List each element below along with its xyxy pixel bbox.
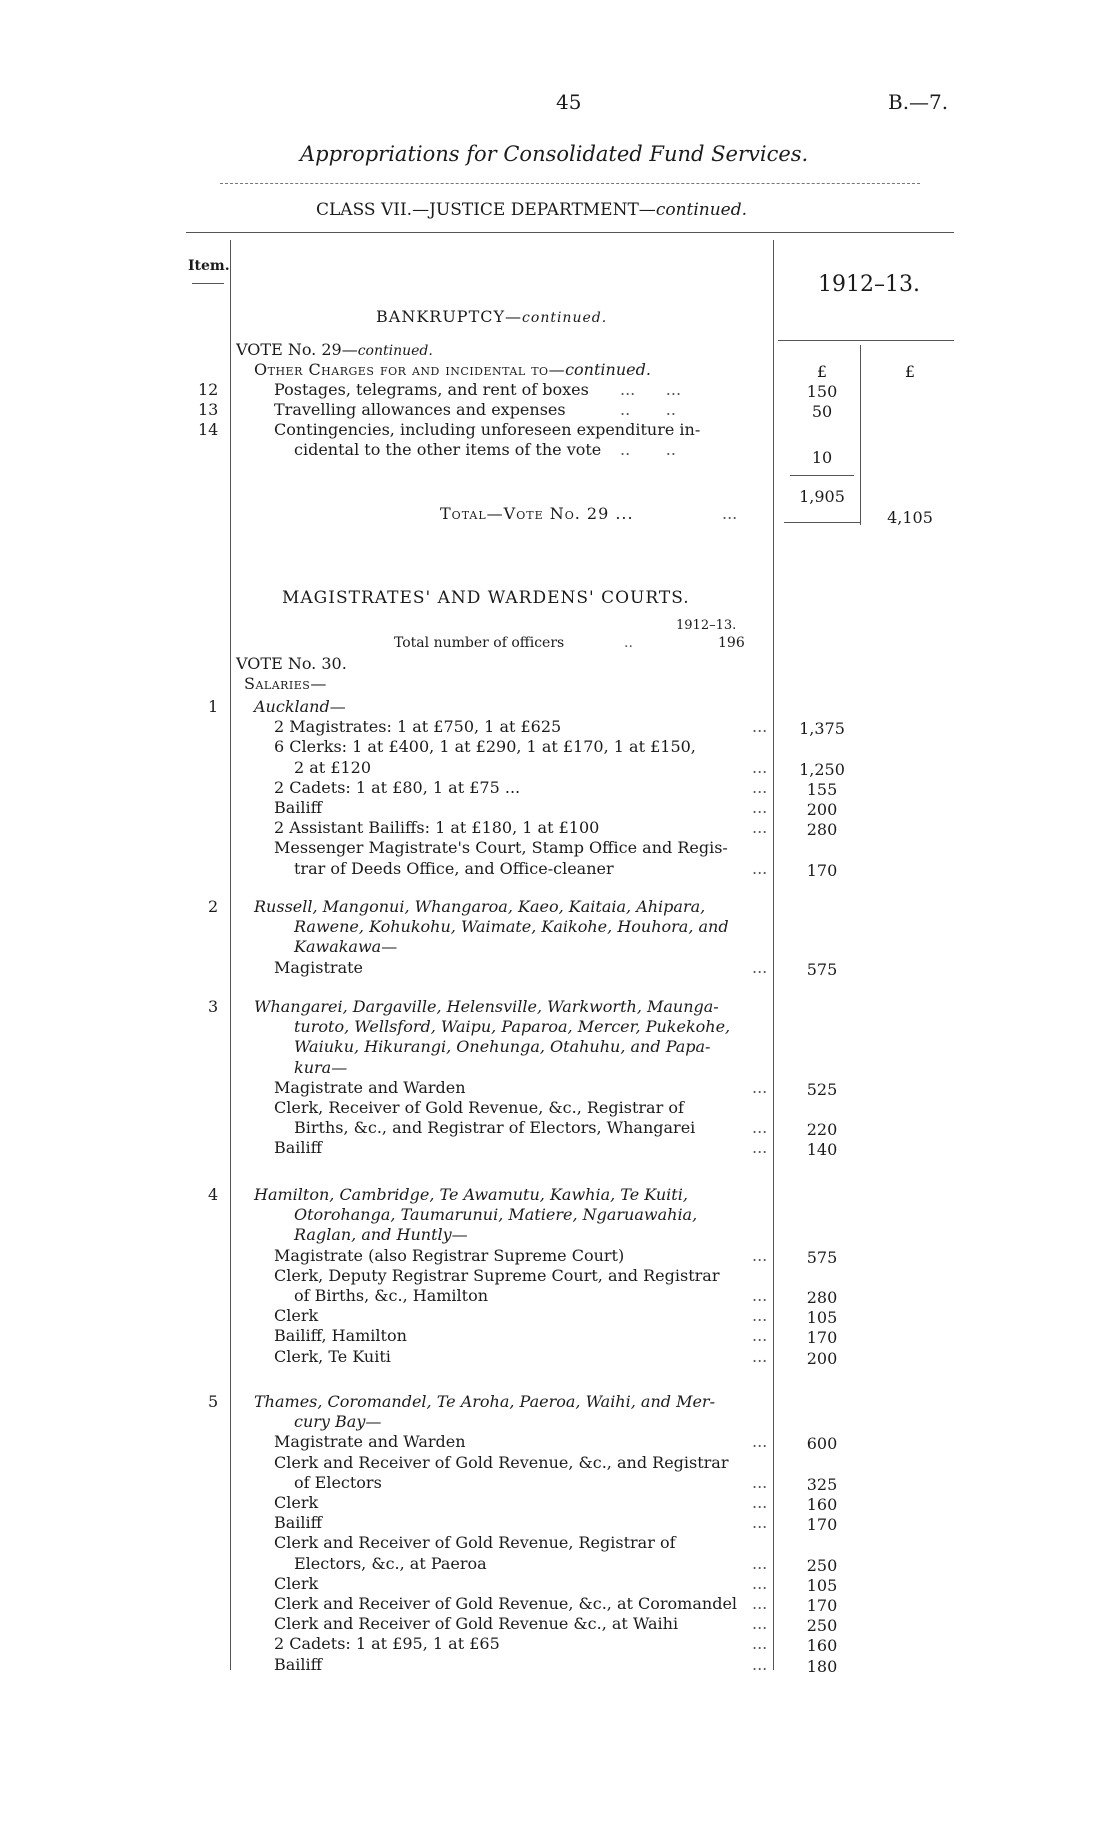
leader-dots: ... [752,1594,768,1613]
salary-line: of Electors [294,1472,382,1492]
item-amount: 50 [811,402,833,421]
item-description-continued: cidental to the other items of the vote [294,440,602,459]
salary-amount: 160 [806,1495,838,1514]
salary-amount: 280 [806,1288,838,1307]
title-rule [220,183,920,184]
leader-dots: ... [752,1077,768,1097]
item-description: Postages, telegrams, and rent of boxes [274,380,589,399]
leader-dots: ... [752,1614,768,1634]
currency-sign-b: £ [904,362,916,381]
place-names: kura— [294,1057,348,1077]
salary-line: of Births, &c., Hamilton [294,1286,489,1305]
leader-dots: .. [624,635,633,651]
place-names: Raglan, and Huntly— [294,1225,468,1245]
year-column-header: 1912–13. [818,272,920,297]
leader-dots: ... [752,798,768,817]
salary-line: Clerk, Te Kuiti [274,1346,391,1366]
salary-amount: 250 [806,1616,838,1636]
leader-dots: ... [752,757,768,777]
salary-line: Bailiff [274,1513,323,1533]
vote-29-subtotal: 1,905 [799,487,845,506]
table-top-rule [186,232,954,233]
item-description: Contingencies, including unforeseen expenditure in- [274,420,701,439]
item-column-divider [230,240,231,1670]
salary-amount: 1,375 [799,719,845,739]
place-names: Whangarei, Dargaville, Helensville, Warkworth, Maunga- [254,997,719,1016]
leader-dots: ... [752,717,768,737]
salary-line: Clerk, Receiver of Gold Revenue, &c., Registrar of [274,1098,684,1117]
salary-line: Bailiff [274,1138,323,1158]
salary-amount: 105 [806,1308,838,1328]
subtotal-rule-top [790,475,854,476]
salary-line: 2 Cadets: 1 at £95, 1 at £65 [274,1634,500,1654]
salary-amount: 250 [806,1555,838,1575]
leader-dots: ... [752,957,768,977]
salary-line: Messenger Magistrate's Court, Stamp Office and Regis- [274,838,728,858]
salary-line: Magistrate and Warden [274,1077,466,1097]
item-number: 13 [198,400,219,419]
vote-29-total: 4,105 [887,508,933,527]
place-names: Otorohanga, Taumarunui, Matiere, Ngaruawahia, [294,1205,698,1225]
leader-dots: ... [752,1493,768,1512]
salary-amount: 575 [806,1247,838,1267]
item-number: 12 [198,380,219,399]
salary-amount: 170 [806,1515,838,1535]
salary-amount: 170 [806,1596,838,1615]
officers-year: 1912–13. [676,618,737,633]
salary-line: 2 at £120 [294,757,372,777]
item-number: 4 [208,1185,219,1204]
item-description: Travelling allowances and expenses [274,400,566,419]
leader-dots: ... [752,1286,768,1305]
salary-line: 6 Clerks: 1 at £400, 1 at £290, 1 at £170, 1 at £150, [274,737,696,757]
leader-dots: ... [752,1553,768,1573]
class-heading [316,200,747,220]
salary-amount: 200 [806,800,838,819]
salary-amount: 170 [806,1328,838,1348]
leader-dots: ... [752,1573,768,1593]
officers-label: Total number of officers [394,635,565,651]
salary-amount: 170 [806,860,838,880]
salary-line: 2 Assistant Bailiffs: 1 at £180, 1 at £100 [274,818,600,838]
other-charges-heading [254,360,651,380]
leader-dots: .. .. [620,400,676,419]
leader-dots: ... [752,777,768,797]
item-number: 3 [208,997,219,1016]
bankruptcy-heading-text: BANKRUPTCY— [376,307,523,326]
place-names: Russell, Mangonui, Whangaroa, Kaeo, Kaitaia, Ahipara, [254,897,706,916]
page-number: 45 [556,90,582,114]
salary-line: trar of Deeds Office, and Office-cleaner [294,858,614,878]
subtotal-rule-bottom [784,522,860,523]
salary-line: 2 Cadets: 1 at £80, 1 at £75 ... [274,777,521,797]
salary-line: Clerk and Receiver of Gold Revenue &c., at Waihi [274,1614,679,1634]
salary-line: Magistrate (also Registrar Supreme Court) [274,1245,625,1265]
leader-dots: ... [752,858,768,878]
leader-dots: ... ... [620,380,682,399]
leader-dots: ... [752,818,768,838]
item-number: 1 [208,697,219,716]
vote-29-heading [236,340,433,361]
officers-count: 196 [718,635,745,651]
item-header-rule [192,283,224,284]
leader-dots: ... [752,1118,768,1138]
place-names: Hamilton, Cambridge, Te Awamutu, Kawhia, Te Kuiti, [254,1185,688,1204]
leader-dots: ... [752,1346,768,1366]
salary-line: 2 Magistrates: 1 at £750, 1 at £625 [274,717,562,737]
salaries-heading: Salaries— [244,674,327,693]
page-title: Appropriations for Consolidated Fund Services. [300,142,809,166]
vote-30-heading: VOTE No. 30. [236,654,347,673]
salary-line: Births, &c., and Registrar of Electors, Whangarei [294,1118,696,1138]
leader-dots: ... [722,504,738,523]
bankruptcy-heading [376,307,607,328]
place-names: Waiuku, Hikurangi, Onehunga, Otahuhu, and Papa- [294,1037,711,1057]
salary-amount: 280 [806,820,838,840]
magistrates-heading: MAGISTRATES' AND WARDENS' COURTS. [282,588,690,608]
salary-line: Magistrate [274,957,364,977]
leader-dots: ... [752,1306,768,1326]
salary-line: Clerk [274,1573,319,1593]
place-names: Kawakawa— [294,937,398,957]
leader-dots: ... [752,1432,768,1452]
place-names: turoto, Wellsford, Waipu, Paparoa, Mercer, Pukekohe, [294,1017,731,1037]
salary-line: Clerk and Receiver of Gold Revenue, Registrar of [274,1533,676,1553]
other-charges-continued: continued. [565,360,651,379]
salary-amount: 575 [806,959,838,979]
leader-dots: ... [752,1245,768,1265]
leader-dots: ... [752,1654,768,1674]
place-names: cury Bay— [294,1412,382,1432]
salary-amount: 525 [806,1079,838,1099]
salary-line: Clerk [274,1306,319,1326]
vote-29-continued: continued. [357,343,433,359]
place-names: Rawene, Kohukohu, Waimate, Kaikohe, Houhora, and [294,917,729,937]
year-header-rule [778,340,954,341]
salary-line: Bailiff [274,798,323,817]
salary-amount: 200 [806,1348,838,1368]
vote-29-label: VOTE No. 29— [236,340,358,359]
item-amount: 150 [806,382,838,401]
salary-line: Electors, &c., at Paeroa [294,1553,487,1573]
leader-dots: ... [752,1634,768,1654]
salary-line: Bailiff [274,1654,323,1674]
salary-line: Clerk, Deputy Registrar Supreme Court, and Registrar [274,1265,720,1285]
leader-dots: .. .. [620,440,676,459]
item-amount: 10 [811,448,833,467]
salary-amount: 325 [806,1474,838,1494]
salary-amount: 600 [806,1434,838,1454]
leader-dots: ... [752,1472,768,1492]
other-charges-label: Other Charges for and incidental to— [254,360,566,379]
class-heading-continued: continued. [655,200,748,220]
document-reference: B.—7. [888,90,949,114]
salary-amount: 160 [806,1636,838,1656]
salary-line: Clerk and Receiver of Gold Revenue, &c., and Registrar [274,1452,729,1472]
leader-dots: ... [752,1138,768,1158]
salary-amount: 1,250 [799,759,845,779]
salary-amount: 140 [806,1140,838,1160]
place-names: Auckland— [254,697,346,716]
bankruptcy-heading-continued: continued. [522,310,608,326]
salary-amount: 220 [806,1120,838,1140]
currency-sign-a: £ [816,362,828,381]
salary-line: Clerk and Receiver of Gold Revenue, &c., at Coromandel [274,1594,738,1613]
vote-29-total-label: Total—Vote No. 29 ... [440,504,634,523]
leader-dots: ... [752,1326,768,1346]
amount-column-divider-left [773,240,774,1670]
item-number: 2 [208,897,219,916]
salary-amount: 155 [806,779,838,799]
salary-amount: 105 [806,1575,838,1595]
salary-line: Bailiff, Hamilton [274,1326,407,1346]
item-number: 5 [208,1392,219,1411]
class-heading-text: CLASS VII.—JUSTICE DEPARTMENT— [316,200,656,220]
place-names: Thames, Coromandel, Te Aroha, Paeroa, Waihi, and Mer- [254,1392,715,1411]
leader-dots: ... [752,1513,768,1533]
item-number: 14 [198,420,219,439]
item-column-header: Item. [188,258,230,274]
salary-line: Clerk [274,1493,319,1512]
salary-line: Magistrate and Warden [274,1432,466,1452]
salary-amount: 180 [806,1656,838,1676]
